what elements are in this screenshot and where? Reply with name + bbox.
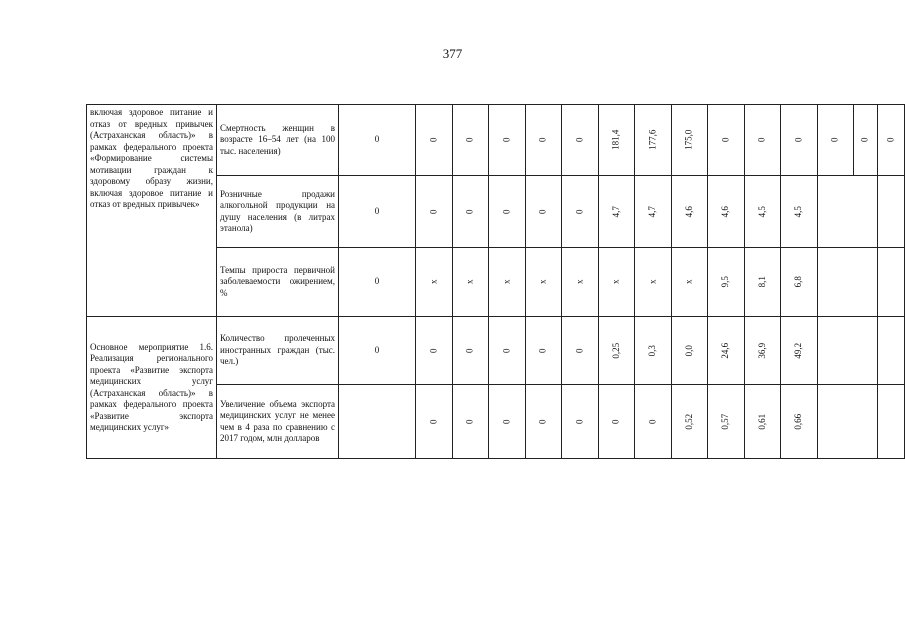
indicator-cell: Количество пролеченных иностранных граждан (тыс. чел.) bbox=[217, 317, 339, 385]
value-cell: 181,4 bbox=[610, 129, 621, 151]
value-cell: 0 bbox=[647, 419, 658, 424]
value-cell bbox=[339, 385, 416, 459]
value-cell: х bbox=[428, 279, 439, 285]
value-cell: х bbox=[647, 279, 658, 285]
value-cell: 0,0 bbox=[683, 344, 694, 357]
value-cell: 0 bbox=[339, 248, 416, 317]
value-cell: 9,5 bbox=[720, 276, 731, 288]
value-cell: 0 bbox=[501, 209, 512, 214]
value-cell: х bbox=[574, 279, 585, 285]
value-cell: 0 bbox=[464, 137, 475, 143]
value-cell: 0 bbox=[574, 137, 585, 143]
page-number: 377 bbox=[442, 46, 463, 61]
value-cell: 4,6 bbox=[683, 205, 694, 218]
value-cell: 4,6 bbox=[720, 205, 731, 218]
value-cell: 0 bbox=[574, 419, 585, 424]
value-cell: 4,5 bbox=[793, 205, 804, 218]
value-cell: 4,5 bbox=[756, 205, 767, 218]
value-cell: 0 bbox=[756, 137, 767, 143]
section-2-cell: Основное мероприятие 1.6. Реализация регионального проекта «Развитие экспорта медицинских услуг (Астраханская область)» в рамках федерального проекта «Развитие экспорта медицинских услуг» bbox=[87, 317, 217, 459]
value-cell: 0,3 bbox=[647, 344, 658, 357]
value-cell: 4,7 bbox=[610, 205, 621, 218]
value-cell: 24,6 bbox=[720, 342, 731, 359]
value-cell: х bbox=[683, 279, 694, 285]
value-cell: 0,25 bbox=[610, 342, 621, 359]
value-cell: 0 bbox=[610, 419, 621, 424]
value-cell: 0 bbox=[428, 348, 439, 353]
value-cell: 0 bbox=[537, 137, 548, 143]
value-cell: 0 bbox=[464, 419, 475, 424]
value-cell: 0 bbox=[885, 137, 896, 143]
indicator-cell: Розничные продажи алкогольной продукции на душу населения (в литрах этанола) bbox=[217, 176, 339, 248]
value-cell: 0 bbox=[537, 209, 548, 214]
value-cell: 175,0 bbox=[683, 129, 694, 151]
value-cell: 0 bbox=[501, 137, 512, 143]
value-cell: 0 bbox=[501, 419, 512, 424]
table-row bbox=[87, 105, 905, 176]
value-cell: 177,6 bbox=[647, 129, 658, 151]
section-1-cell: включая здоровое питание и отказ от вредных привычек (Астраханская область)» в рамках федерального проекта «Формирование системы мотивации граждан к здоровому образу жизни, включая здоровое питание и отказ от вредных привычек» bbox=[87, 105, 217, 317]
value-cell: 0 bbox=[339, 176, 416, 248]
value-cell: 0,66 bbox=[793, 413, 804, 430]
value-cell: 36,9 bbox=[756, 342, 767, 359]
value-cell: 0 bbox=[428, 137, 439, 143]
value-cell: 0 bbox=[574, 209, 585, 214]
value-cell: 6,8 bbox=[793, 276, 804, 288]
value-cell: 0,57 bbox=[720, 413, 731, 430]
value-cell: 0 bbox=[339, 317, 416, 385]
value-cell: 0 bbox=[793, 137, 804, 143]
value-cell: 0 bbox=[428, 419, 439, 424]
value-cell: 0 bbox=[574, 348, 585, 353]
value-cell: х bbox=[501, 279, 512, 285]
value-cell: 8,1 bbox=[756, 276, 767, 288]
value-cell: 4,7 bbox=[647, 205, 658, 218]
value-cell: 49,2 bbox=[793, 342, 804, 359]
indicator-cell: Увеличение объема экспорта медицинских услуг не менее чем в 4 раза по сравнению с 2017 годом, млн долларов bbox=[217, 385, 339, 459]
value-cell: 0 bbox=[464, 348, 475, 353]
indicator-cell: Смертность женщин в возрасте 16–54 лет (на 100 тыс. населения) bbox=[217, 105, 339, 176]
value-cell: 0,61 bbox=[756, 413, 767, 430]
value-cell: х bbox=[537, 279, 548, 285]
value-cell: 0 bbox=[859, 137, 870, 143]
value-cell: х bbox=[464, 279, 475, 285]
value-cell: 0,52 bbox=[683, 413, 694, 430]
value-cell: 0 bbox=[339, 105, 416, 176]
value-cell: 0 bbox=[428, 209, 439, 214]
indicator-cell: Темпы прироста первичной заболеваемости ожирением, % bbox=[217, 248, 339, 317]
value-cell: 0 bbox=[464, 209, 475, 214]
value-cell: 0 bbox=[829, 137, 840, 143]
value-cell: 0 bbox=[537, 348, 548, 353]
value-cell: 0 bbox=[537, 419, 548, 424]
indicators-table bbox=[86, 104, 905, 459]
value-cell: 0 bbox=[501, 348, 512, 353]
table-row bbox=[87, 317, 905, 385]
value-cell: х bbox=[610, 279, 621, 285]
value-cell: 0 bbox=[720, 137, 731, 143]
